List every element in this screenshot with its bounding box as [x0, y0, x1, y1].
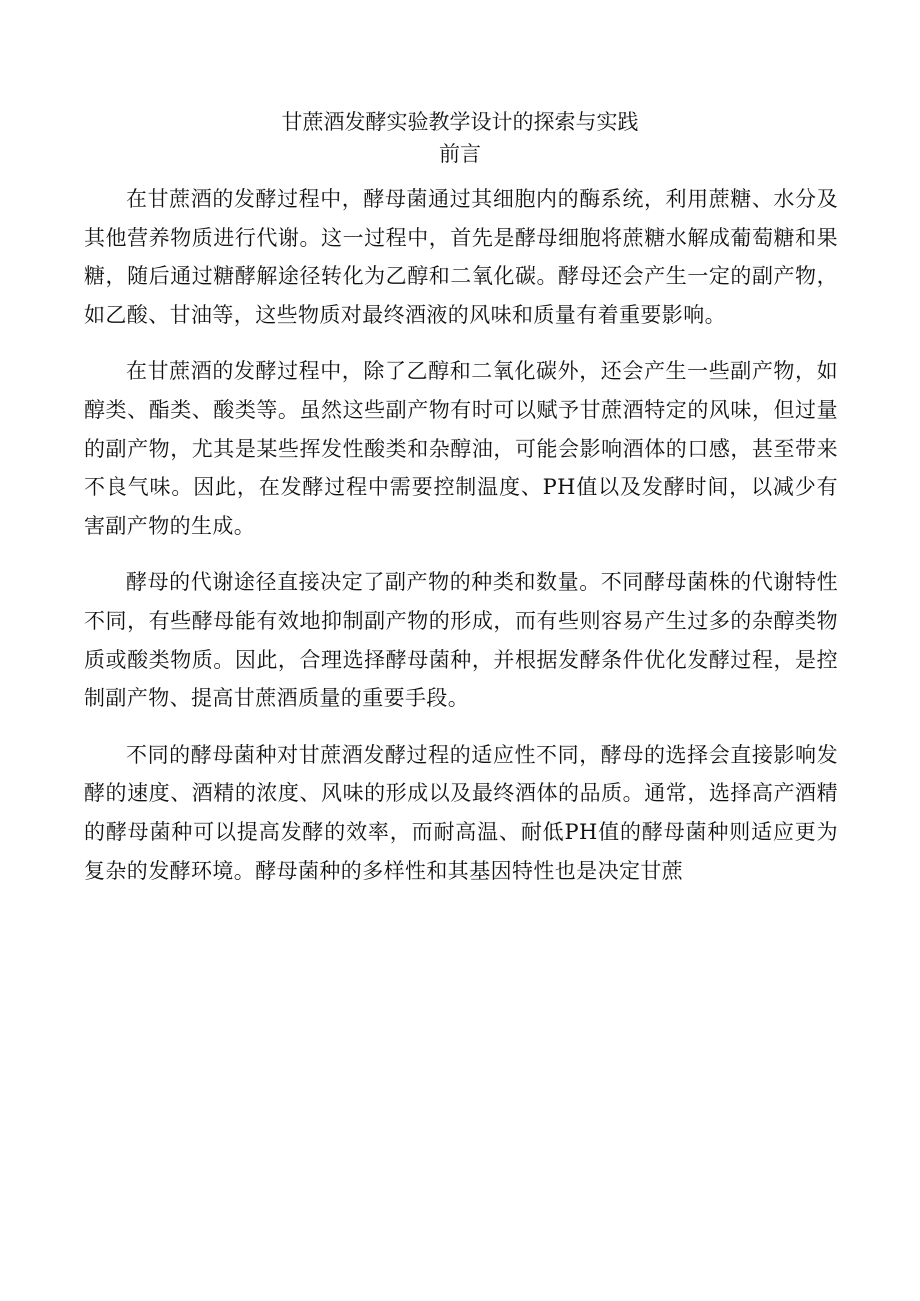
- paragraph-4: 不同的酵母菌种对甘蔗酒发酵过程的适应性不同，酵母的选择会直接影响发酵的速度、酒精的浓度、风味的形成以及最终酒体的品质。通常，选择高产酒精的酵母菌种可以提高发酵的效率，而耐高温、耐低PH值的酵母菌种则适应更为复杂的发酵环境。酵母菌种的多样性和其基因特性也是决定甘蔗: [84, 742, 838, 883]
- document-body: [84, 180, 838, 908]
- section-heading: 前言: [439, 142, 481, 166]
- paragraph-1: 在甘蔗酒的发酵过程中，酵母菌通过其细胞内的酶系统，利用蔗糖、水分及其他营养物质进行代谢。这一过程中，首先是酵母细胞将蔗糖水解成葡萄糖和果糖，随后通过糖酵解途径转化为乙醇和二氧化碳。酵母还会产生一定的副产物，如乙酸、甘油等，这些物质对最终酒液的风味和质量有着重要影响。: [84, 187, 838, 327]
- page-title: 甘蔗酒发酵实验教学设计的探索与实践: [281, 110, 639, 134]
- paragraph-3: 酵母的代谢途径直接决定了副产物的种类和数量。不同酵母菌株的代谢特性不同，有些酵母能有效地抑制副产物的形成，而有些则容易产生过多的杂醇类物质或酸类物质。因此，合理选择酵母菌种，并根据发酵条件优化发酵过程，是控制副产物、提高甘蔗酒质量的重要手段。: [84, 570, 838, 711]
- paragraph-2: 在甘蔗酒的发酵过程中，除了乙醇和二氧化碳外，还会产生一些副产物，如醇类、酯类、酸类等。虽然这些副产物有时可以赋予甘蔗酒特定的风味，但过量的副产物，尤其是某些挥发性酸类和杂醇油，可能会影响酒体的口感，甚至带来不良气味。因此，在发酵过程中需要控制温度、PH值以及发酵时间，以减少有害副产物的生成。: [84, 359, 838, 538]
